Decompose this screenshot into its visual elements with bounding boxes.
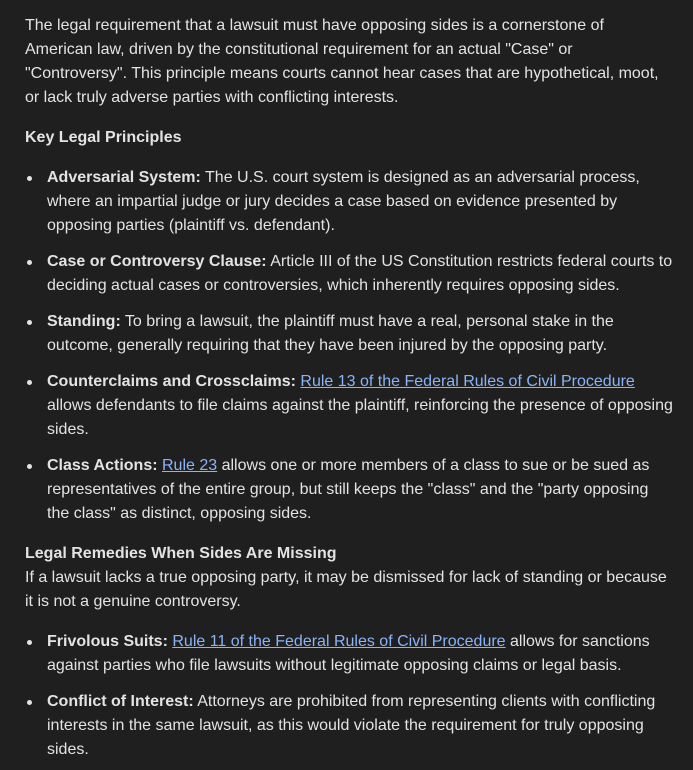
list-item-text: The U.S. court system is designed as an adversarial process, where an impartial judge or jury decides a case based on evidence presented by opposing parties (plaintiff vs. defendant). xyxy=(47,169,640,234)
list-item-text: allows defendants to file claims against the plaintiff, reinforcing the presence of opposing sides. xyxy=(47,397,673,438)
list-item-term: Adversarial System: xyxy=(47,169,201,186)
bullet-icon xyxy=(27,176,32,181)
section-heading-remedies: Legal Remedies When Sides Are Missing xyxy=(25,545,337,562)
list-item xyxy=(25,166,673,238)
bullet-icon xyxy=(27,464,32,469)
bullet-icon xyxy=(27,260,32,265)
list-item-text: To bring a lawsuit, the plaintiff must have a real, personal stake in the outcome, generally requiring that they have been injured by the opposing party. xyxy=(47,313,614,354)
section-heading-principles: Key Legal Principles xyxy=(25,129,182,146)
rule-13-link[interactable]: Rule 13 of the Federal Rules of Civil Procedure xyxy=(300,373,635,390)
remedies-intro-paragraph: If a lawsuit lacks a true opposing party, it may be dismissed for lack of standing or because it is not a genuine controversy. xyxy=(25,569,667,610)
intro-paragraph: The legal requirement that a lawsuit must have opposing sides is a cornerstone of American law, driven by the constitutional requirement for an actual "Case" or "Controversy". This principle means courts cannot hear cases that are hypothetical, moot, or lack truly adverse parties with conflicting interests. xyxy=(25,17,659,106)
list-item-term: Class Actions: xyxy=(47,457,158,474)
list-item xyxy=(25,250,673,298)
list-item xyxy=(25,310,673,358)
bullet-icon xyxy=(27,700,32,705)
list-item-term: Frivolous Suits: xyxy=(47,633,168,650)
list-item xyxy=(25,690,673,762)
bullet-icon xyxy=(27,380,32,385)
list-item-text: Attorneys are prohibited from representing clients with conflicting interests in the same lawsuit, as this would violate the requirement for truly opposing sides. xyxy=(47,693,656,758)
list-item-term: Conflict of Interest: xyxy=(47,693,194,710)
principles-list xyxy=(25,166,673,526)
rule-11-link[interactable]: Rule 11 of the Federal Rules of Civil Procedure xyxy=(172,633,506,650)
list-item-term: Case or Controversy Clause: xyxy=(47,253,267,270)
list-item-term: Counterclaims and Crossclaims: xyxy=(47,373,296,390)
rule-23-link[interactable]: Rule 23 xyxy=(162,457,218,474)
list-item xyxy=(25,630,673,678)
list-item-text: allows one or more members of a class to sue or be sued as representatives of the entire group, but still keeps the "class" and the "party opposing the class" as distinct, opposing sides. xyxy=(47,457,650,522)
list-item xyxy=(25,454,673,526)
list-item-term: Standing: xyxy=(47,313,121,330)
list-item xyxy=(25,370,673,442)
list-item-text: allows for sanctions against parties who file lawsuits without legitimate opposing claims or legal basis. xyxy=(47,633,650,674)
bullet-icon xyxy=(27,320,32,325)
remedies-list xyxy=(25,630,673,762)
bullet-icon xyxy=(27,640,32,645)
list-item-text: Article III of the US Constitution restricts federal courts to deciding actual cases or controversies, which inherently requires opposing sides. xyxy=(47,253,673,294)
